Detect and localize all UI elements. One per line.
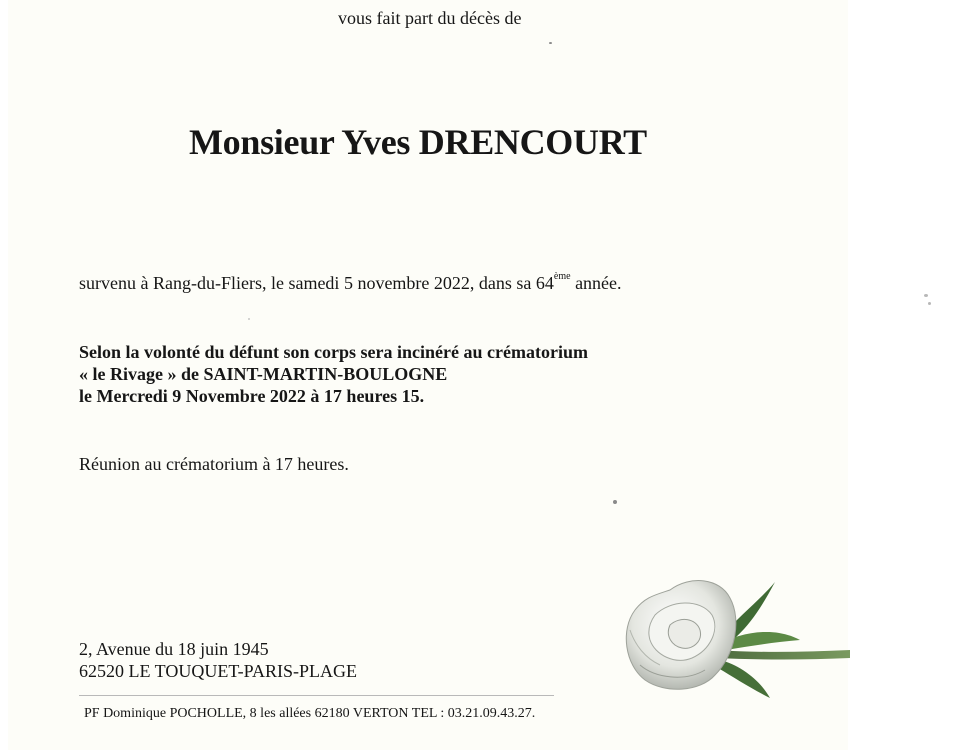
death-text-end: année. [570,273,622,293]
scan-speck [928,302,931,305]
page-margin [848,0,960,750]
death-details [79,273,622,294]
address-line: 62520 LE TOUQUET-PARIS-PLAGE [79,661,358,681]
deceased-name: Monsieur Yves DRENCOURT [189,122,647,162]
address-line: 2, Avenue du 18 juin 1945 [79,639,269,659]
death-text: survenu à Rang-du-Fliers, le samedi 5 novembre 2022, dans sa 64 [79,273,554,293]
notice-intro: vous fait part du décès de [338,8,522,28]
ceremony-line: « le Rivage » de SAINT-MARTIN-BOULOGNE [79,364,448,384]
ordinal-suffix: ème [553,271,571,282]
white-rose-icon [610,570,850,705]
scan-speck [549,42,552,44]
funeral-home-footer: PF Dominique POCHOLLE, 8 les allées 62180 VERTON TEL : 03.21.09.43.27. [84,706,536,721]
ceremony-line: Selon la volonté du défunt son corps sera incinéré au crématorium [79,342,588,362]
family-address [79,638,357,682]
scan-speck [248,318,250,320]
scan-speck [613,500,617,504]
ceremony-details [79,341,588,407]
ceremony-line: le Mercredi 9 Novembre 2022 à 17 heures 15. [79,386,425,406]
footer-divider [79,695,554,696]
reunion-note: Réunion au crématorium à 17 heures. [79,454,349,474]
scan-speck [924,294,928,297]
